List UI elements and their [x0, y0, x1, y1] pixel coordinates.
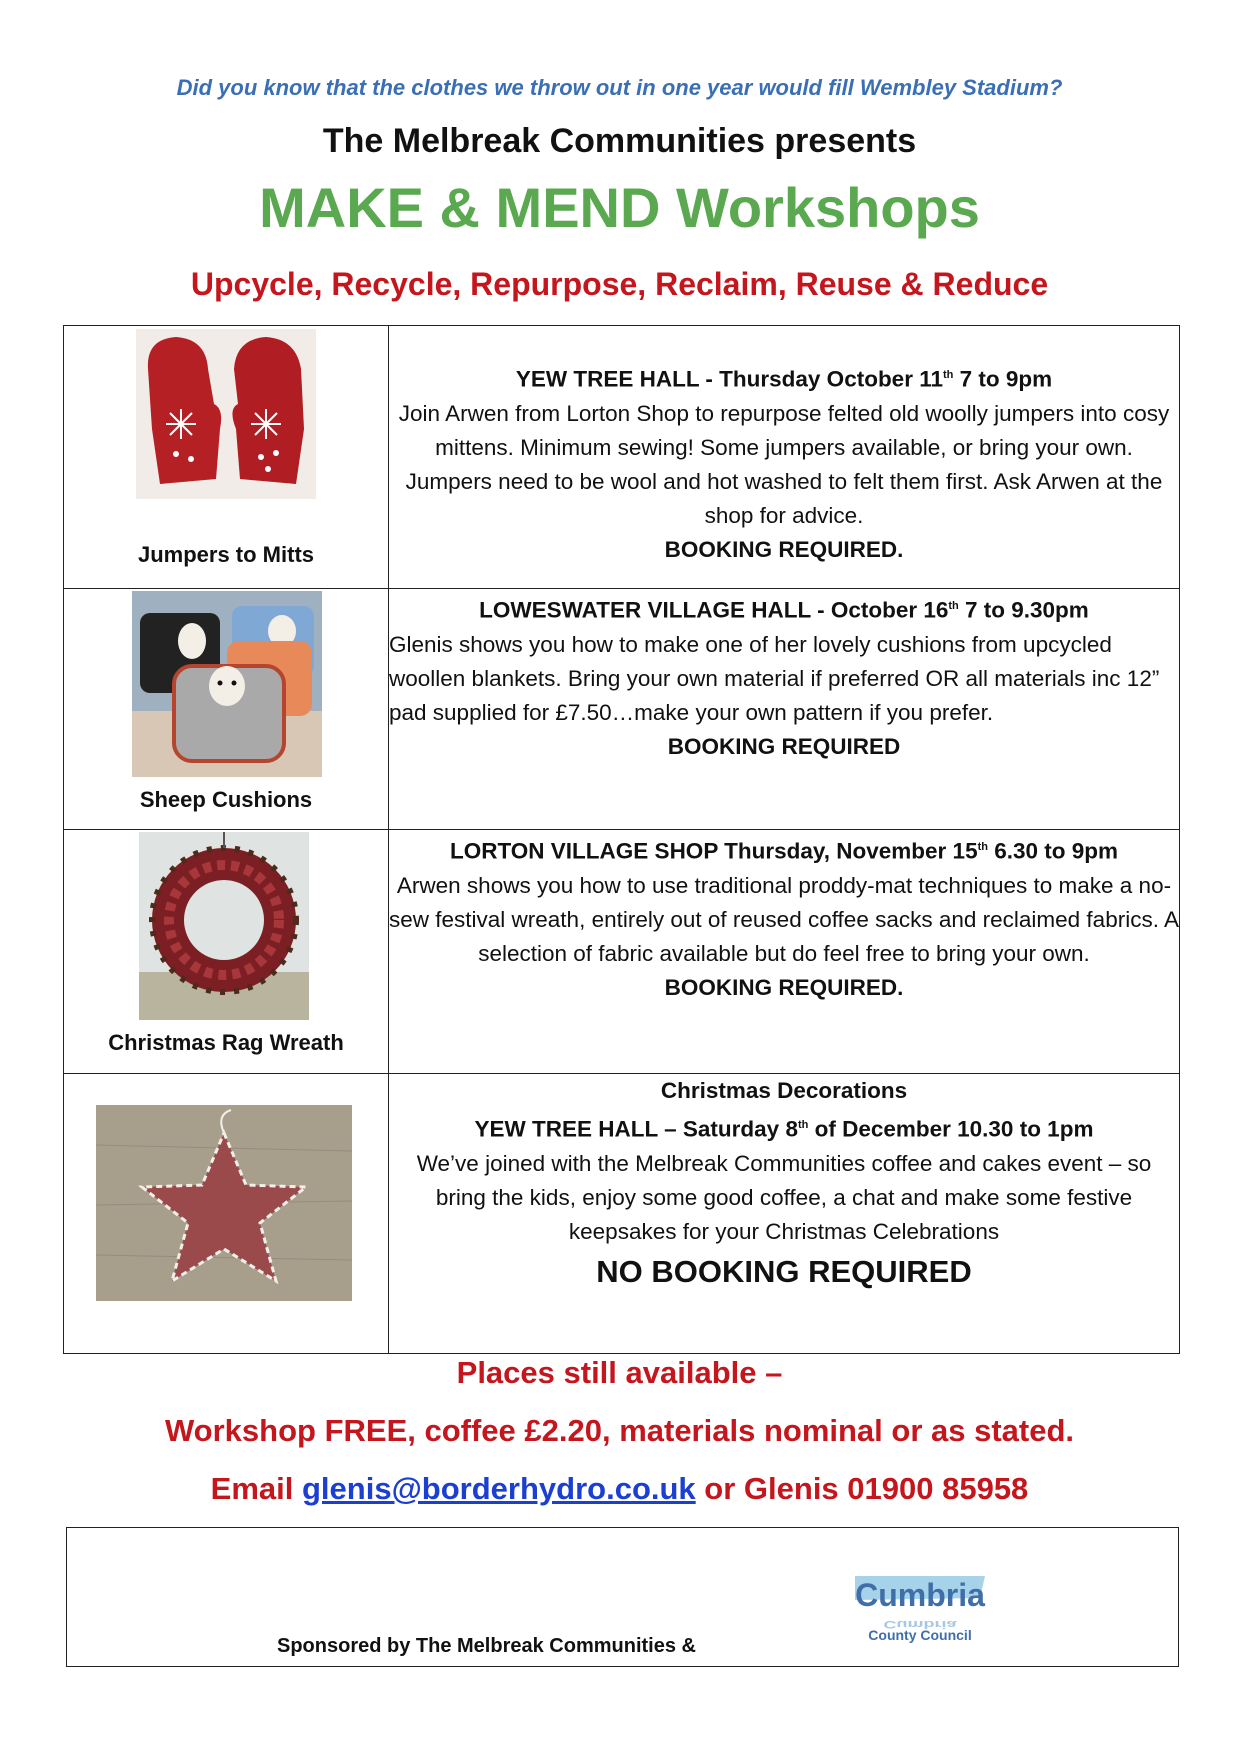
cumbria-county-council-logo	[775, 1568, 1015, 1668]
event-details	[389, 589, 1180, 830]
event-details	[389, 1074, 1180, 1354]
contact-line	[0, 1471, 1239, 1507]
contact-prefix: Email	[210, 1471, 302, 1506]
contact-suffix: or Glenis 01900 85958	[695, 1471, 1029, 1506]
event-title: YEW TREE HALL – Saturday 8th of December 10.30 to 1pm	[474, 1116, 1094, 1142]
booking-note: BOOKING REQUIRED	[667, 733, 901, 759]
event-caption: Jumpers to Mitts	[137, 542, 315, 567]
svg-text:Cumbria: Cumbria	[883, 1617, 957, 1630]
presenter-line: The Melbreak Communities presents	[322, 122, 917, 160]
svg-text:County Council: County Council	[868, 1627, 972, 1643]
event-description: Join Arwen from Lorton Shop to repurpose felted old woolly jumpers into cosy mittens. Minimum sewing! Some jumpers available, or bring your own. Jumpers need to be wool and hot washed to felt them first. Ask Arwen at the shop for advice.	[398, 400, 1170, 528]
page-title: MAKE & MEND Workshops	[259, 176, 980, 239]
event-caption: Sheep Cushions	[139, 787, 313, 812]
event-image-cell	[64, 589, 389, 830]
cost-note: Workshop FREE, coffee £2.20, materials nominal or as stated.	[164, 1413, 1075, 1448]
booking-note: BOOKING REQUIRED.	[664, 536, 904, 562]
event-row	[64, 830, 1180, 1074]
red-mittens-image	[136, 329, 316, 499]
sponsor-text: Sponsored by The Melbreak Communities &	[277, 1635, 696, 1657]
event-details	[389, 326, 1180, 589]
booking-note: NO BOOKING REQUIRED	[596, 1253, 972, 1289]
event-title: LORTON VILLAGE SHOP Thursday, November 15th 6.30 to 9pm	[449, 838, 1119, 864]
event-row	[64, 1074, 1180, 1354]
event-row	[64, 589, 1180, 830]
event-description: Glenis shows you how to make one of her lovely cushions from upcycled woollen blankets. Bring your own material if preferred OR all materials inc 12” pad supplied for £7.50…make your own pattern if you prefer.	[389, 631, 1160, 725]
subheadline: Upcycle, Recycle, Repurpose, Reclaim, Reuse & Reduce	[190, 266, 1049, 302]
event-row	[64, 326, 1180, 589]
event-description: Arwen shows you how to use traditional proddy-mat techniques to make a no-sew festival wreath, entirely out of reused coffee sacks and reclaimed fabrics. A selection of fabric available but do feel free to bring your own.	[389, 872, 1179, 966]
event-description: We’ve joined with the Melbreak Communities coffee and cakes event – so bring the kids, enjoy some good coffee, a chat and make some festive keepsakes for your Christmas Celebrations	[416, 1150, 1152, 1244]
event-image-cell	[64, 1074, 389, 1354]
event-title: YEW TREE HALL - Thursday October 11th 7 to 9pm	[515, 366, 1053, 392]
svg-text:Cumbria: Cumbria	[855, 1577, 985, 1613]
sheep-cushions-image	[132, 591, 322, 777]
event-heading: Christmas Decorations	[660, 1078, 908, 1103]
sponsor-box	[66, 1527, 1179, 1667]
email-link[interactable]: glenis@borderhydro.co.uk	[302, 1471, 696, 1506]
event-image-cell	[64, 830, 389, 1074]
booking-note: BOOKING REQUIRED.	[664, 974, 904, 1000]
availability-note: Places still available –	[456, 1355, 783, 1390]
event-title: LOWESWATER VILLAGE HALL - October 16th 7 to 9.30pm	[479, 597, 1089, 623]
felt-star-image	[96, 1105, 352, 1301]
event-caption: Christmas Rag Wreath	[108, 1030, 344, 1055]
events-table	[63, 325, 1180, 1354]
rag-wreath-image	[139, 832, 309, 1020]
tagline: Did you know that the clothes we throw out in one year would fill Wembley Stadium?	[176, 75, 1063, 100]
event-image-cell	[64, 326, 389, 589]
event-details	[389, 830, 1180, 1074]
